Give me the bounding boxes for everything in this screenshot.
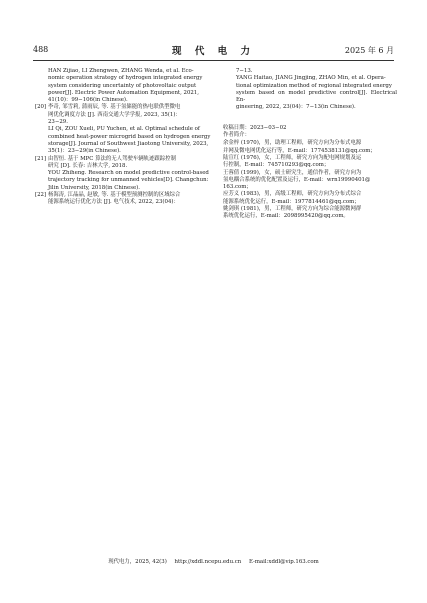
author-bio-line: 陆宣红 (1976)，女，工程师，研究方向为配电网规划及运 xyxy=(223,154,362,161)
reference-line: 35(1)：23−29(in Chinese). xyxy=(48,148,121,155)
reference-number: [22] xyxy=(35,192,47,199)
author-bio-line: 行控制，E-mail：745710293@qq.com； xyxy=(223,162,330,169)
reference-19-continued xyxy=(35,68,211,104)
author-bio-line: 系统优化运行，E-mail：2098995420@qq.com。 xyxy=(223,213,349,220)
reference-line: 由智恒. 基于 MPC 算法的无人驾驶车辆轨迹跟踪控制 xyxy=(48,155,176,162)
reference-line: combined heat-power microgrid based on hydrogen energy xyxy=(48,133,211,140)
page-header xyxy=(33,43,394,57)
author-bio-line: 能源系统优化运行，E-mail：1977814461@qq.com； xyxy=(223,198,360,205)
reference-line: gineering, 2022, 23(04)：7−13(in Chinese). xyxy=(236,104,356,111)
author-biographies xyxy=(223,140,397,220)
reference-number: [20] xyxy=(35,104,47,111)
authors-heading: 作者简介： xyxy=(223,132,250,139)
issue-date: 2025 年 6 月 xyxy=(344,46,394,55)
footer-journal-issue: 现代电力，2025, 42(3) xyxy=(108,559,167,565)
reference-line: trajectory tracking for unmanned vehicles[D]. Changchun: xyxy=(48,177,209,184)
reference-line: 李奇, 邹雪莉, 蒲雨辰, 等. 基于氢储能的热电联供型微电 xyxy=(48,104,181,111)
reference-line: power[J]. Electric Power Automation Equipment, 2021, xyxy=(48,89,199,96)
author-bio-line: 余金梓 (1970)，男，助理工程师，研究方向为分布式电源 xyxy=(223,140,362,147)
reference-line: 网优化调度方法 [J]. 西南交通大学学报, 2023, 35(1)： xyxy=(48,111,181,118)
reference-line: system considering uncertainty of photovoltaic output xyxy=(48,82,197,89)
reference-line: storage[J]. Journal of Southwest Jiaotong University, 2023, xyxy=(48,140,209,147)
reference-line: HAN Zijiao, LI Zhengwen, ZHANG Wenda, et al. Eco- xyxy=(48,68,194,74)
reference-number: [21] xyxy=(35,155,47,162)
author-bio-line: 163.com； xyxy=(223,184,252,191)
reference-line: 23−29. xyxy=(48,119,68,126)
header-rule xyxy=(33,60,394,61)
author-bio-line: 姚剑琪 (1981)，男，工程师，研究方向为综合能源微网群 xyxy=(223,206,362,213)
page-number: 488 xyxy=(33,45,49,54)
reference-line: 7−13. xyxy=(236,68,253,74)
reference-line: nomic operation strategy of hydrogen integrated energy xyxy=(48,75,203,82)
reference-20 xyxy=(35,104,211,155)
author-bio-line: 氢电耦合系统的优化配置及运行，E-mail：wrn19990401@ xyxy=(223,176,371,183)
right-column xyxy=(223,68,397,221)
left-column xyxy=(35,68,211,207)
page-footer xyxy=(0,557,427,565)
reference-line: 能源系统运行优化方法 [J]. 电气技术, 2022, 23(04)： xyxy=(48,199,179,206)
reference-line: YANG Haitao, JIANG Jingjing, ZHAO Min, et al. Opera- xyxy=(236,75,386,82)
reference-line: 研究 [D]. 长春: 吉林大学, 2018. xyxy=(48,162,128,169)
author-bio-line: 并网及微电网优化运行等，E-mail：1774538131@qq.com； xyxy=(223,147,376,154)
footer-email: E-mail:xddl@vip.163.com xyxy=(248,559,319,565)
reference-line: tional optimization method of regional integrated energy xyxy=(236,82,392,89)
reference-22-continued xyxy=(223,68,397,112)
received-date: 收稿日期：2023−03−02 xyxy=(223,124,287,131)
reference-line: YOU Zhiheng. Research on model predictive control-based xyxy=(48,170,209,177)
reference-line: system based on model predictive control[J]. Electrical En- xyxy=(236,89,397,104)
reference-line: 41(10)：99−106(in Chinese). xyxy=(48,97,128,104)
footer-url: http://xddl.ncepu.edu.cn xyxy=(174,559,242,565)
reference-21 xyxy=(35,156,211,192)
journal-title: 现 代 电 力 xyxy=(172,46,255,57)
reference-22 xyxy=(35,192,211,207)
reference-line: LI Qi, ZOU Xueli, PU Yuchen, et al. Optimal schedule of xyxy=(48,126,200,133)
author-bio-line: 应芳义 (1983)，男，高级工程师，研究方向为分布式综合 xyxy=(223,191,362,198)
author-bio-line: 王蓉倩 (1999)，女，硕士研究生，通信作者，研究方向为 xyxy=(223,169,362,176)
reference-line: 杨海涛, 江晶晶, 赵敏, 等. 基于模型预测控制的区域综合 xyxy=(48,192,181,199)
reference-line: Jilin University, 2018(in Chinese). xyxy=(48,184,140,191)
